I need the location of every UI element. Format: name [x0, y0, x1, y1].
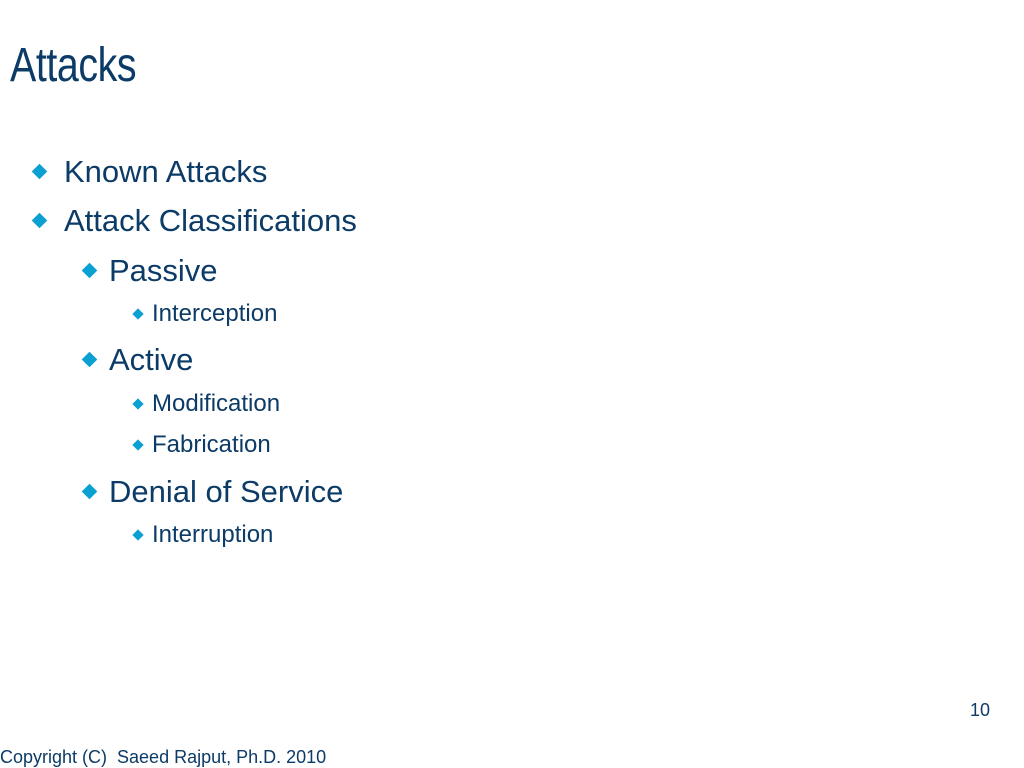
diamond-bullet-icon: [82, 263, 98, 279]
diamond-bullet-icon: [132, 439, 143, 450]
diamond-bullet-icon: [132, 529, 143, 540]
copyright-footer: Copyright (C) Saeed Rajput, Ph.D. 2010: [0, 747, 327, 767]
bullet-text: Modification: [152, 390, 281, 417]
bullet-text: Fabrication: [152, 431, 271, 458]
bullet-text: Attack Classifications: [64, 203, 357, 238]
bullet-active: [84, 344, 193, 375]
bullet-text: Known Attacks: [64, 154, 268, 189]
bullet-text: Passive: [109, 253, 218, 288]
slide-title: Attacks: [10, 39, 137, 92]
diamond-bullet-icon: [32, 213, 48, 229]
bullet-modification: [134, 392, 280, 416]
diamond-bullet-icon: [132, 308, 143, 319]
bullet-denial-of-service: [84, 476, 343, 507]
bullet-interruption: [134, 523, 273, 547]
page-number: 10: [970, 700, 991, 720]
diamond-bullet-icon: [82, 484, 98, 500]
bullet-passive: [84, 255, 218, 286]
bullet-text: Active: [109, 342, 194, 377]
diamond-bullet-icon: [32, 164, 48, 180]
bullet-fabrication: [134, 433, 271, 457]
bullet-text: Interruption: [152, 521, 274, 548]
bullet-text: Interception: [152, 300, 278, 327]
bullet-interception: [134, 302, 277, 326]
diamond-bullet-icon: [82, 352, 98, 368]
diamond-bullet-icon: [132, 398, 143, 409]
bullet-known-attacks: [34, 156, 267, 187]
bullet-text: Denial of Service: [109, 474, 344, 509]
bullet-attack-classifications: [34, 205, 357, 236]
